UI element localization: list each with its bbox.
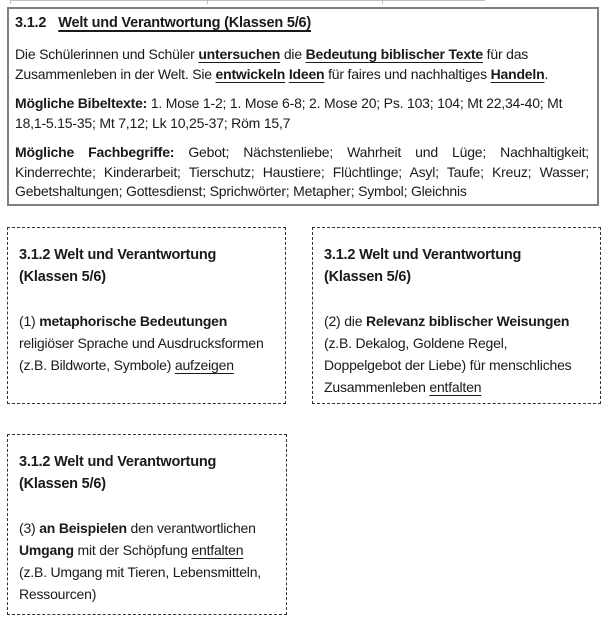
card-subtitle: (Klassen 5/6) xyxy=(19,476,106,492)
cropped-table-top-edge xyxy=(10,0,485,1)
intro-paragraph: Die Schülerinnen und Schüler untersuchen die Bedeutung biblischer Texte für das Zusammenleben in der Welt. Sie entwickeln Ideen für faires und nachhaltiges Handeln. xyxy=(15,46,549,82)
card-title: 3.1.2 Welt und Verantwortung xyxy=(19,247,217,263)
card-body: (2) die Relevanz biblischer Weisungen (z.B. Dekalog, Goldene Regel, Doppelgebot der Liebe) für menschliches Zusammenleben entfalten xyxy=(324,313,572,395)
card-heading xyxy=(19,451,274,495)
card-heading xyxy=(324,244,588,288)
competence-card-2 xyxy=(312,227,601,404)
card-title: 3.1.2 Welt und Verantwortung xyxy=(324,247,522,263)
card-body: (3) an Beispielen den verantwortlichen Umgang mit der Schöpfung entfalten (z.B. Umgang mit Tieren, Lebensmitteln, Ressourcen) xyxy=(19,520,261,602)
competence-overview-box xyxy=(7,7,599,206)
section-number: 3.1.2 xyxy=(15,15,47,31)
competence-card-3 xyxy=(7,434,287,615)
card-subtitle: (Klassen 5/6) xyxy=(324,269,411,285)
competence-card-1 xyxy=(7,227,286,404)
table-edge-tick xyxy=(10,0,11,4)
table-edge-tick xyxy=(207,0,208,4)
card-title: 3.1.2 Welt und Verantwortung xyxy=(19,454,217,470)
section-title: Welt und Verantwortung (Klassen 5/6) xyxy=(58,15,312,31)
bible-texts-paragraph: Mögliche Bibeltexte: 1. Mose 1-2; 1. Mose 6-8; 2. Mose 20; Ps. 103; 104; Mt 22,34-40; Mt 18,1-5.15-35; Mt 7,12; Lk 10,25-37; Röm 15,7 xyxy=(15,95,563,131)
card-body: (1) metaphorische Bedeutungen religiöser Sprache und Ausdrucksformen (z.B. Bildworte, Symbole) aufzeigen xyxy=(19,313,264,373)
terms-paragraph: Mögliche Fachbegriffe: Gebot; Nächstenliebe; Wahrheit und Lüge; Nachhaltigkeit; Kinderrechte; Kinderarbeit; Tierschutz; Haustiere; Flüchtlinge; Asyl; Taufe; Kreuz; Wasser; Gebetshaltungen; Gottesdienst; Sprichwörter; Metapher; Symbol; Gleichnis xyxy=(15,144,589,199)
section-heading xyxy=(15,13,589,33)
card-heading xyxy=(19,244,273,288)
card-subtitle: (Klassen 5/6) xyxy=(19,269,106,285)
table-edge-tick xyxy=(382,0,383,4)
